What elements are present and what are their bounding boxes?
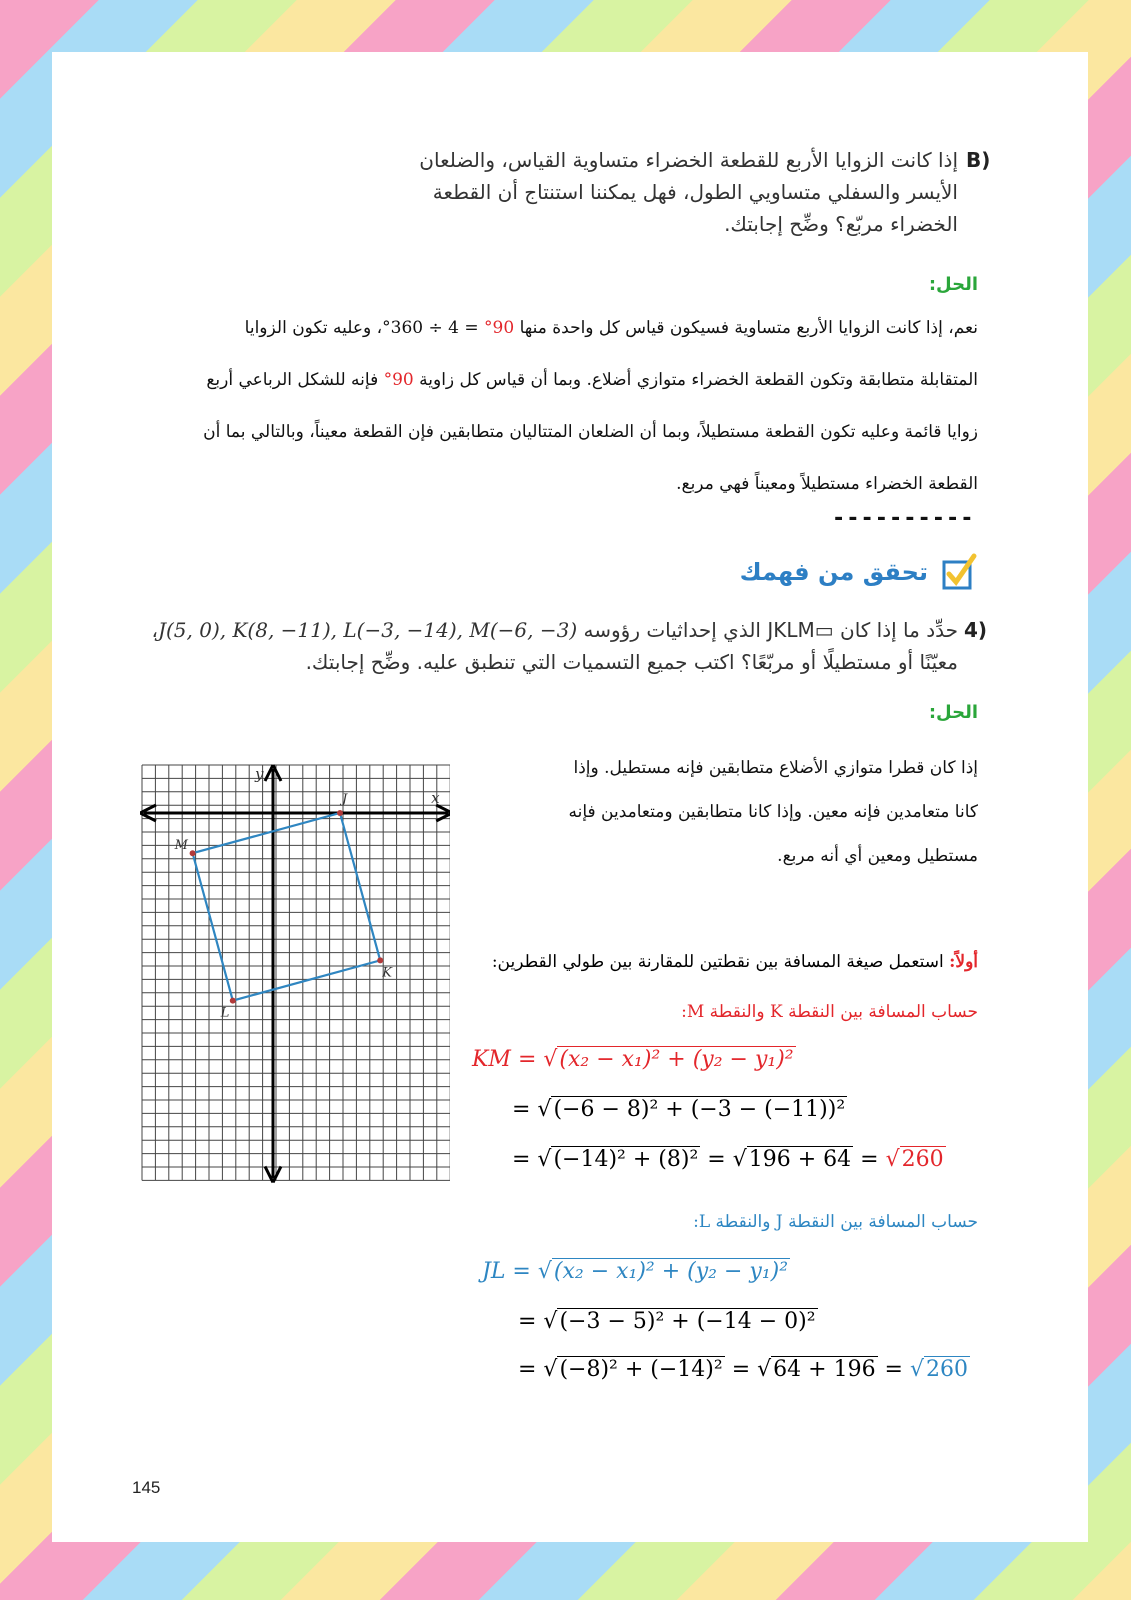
checkbox-check-icon xyxy=(940,552,980,592)
vertex-point-j xyxy=(337,810,343,816)
question-4-label: 4) xyxy=(964,618,988,642)
km-formula: (x₂ − x₁)² + (y₂ − y₁)² xyxy=(559,1047,794,1072)
km-result: 260 xyxy=(901,1147,944,1172)
page xyxy=(52,52,1088,1542)
graph-svg xyxy=(140,763,450,1189)
question-b-line: الأيسر والسفلي متساويي الطول، فهل يمكننا استنتاج أن القطعة xyxy=(432,180,958,204)
first-label: أولاً: xyxy=(949,952,978,972)
dashed-separator: ---------- xyxy=(832,506,975,531)
question-4-line-1: حدِّد ما إذا كان ▭JKLM الذي إحداثيات رؤوسه J(5, 0), K(8, −11), L(−3, −14), M(−6, −3)، xyxy=(151,618,958,642)
jl-step-2: = √(−8)² + (−14)² = √64 + 196 = √260 xyxy=(518,1357,969,1382)
y-axis-label: y xyxy=(255,765,264,783)
vertex-point-k xyxy=(377,957,383,963)
first-text: استعمل صيغة المسافة بين نقطتين للمقارنة بين طولي القطرين: xyxy=(491,952,944,972)
solution-b-line-1: نعم، إذا كانت الزوايا الأربع متساوية فسيكون قياس كل واحدة منها 90° = 4 ÷ 360°، وعليه تكون الزوايا xyxy=(244,318,978,338)
intro-line: مستطيل ومعين أي أنه مربع. xyxy=(777,846,978,866)
intro-line: كانا متعامدين فإنه معين. وإذا كانا متطابقين ومتعامدين فإنه xyxy=(568,802,978,822)
intro-line: إذا كان قطرا متوازي الأضلاع متطابقين فإنه مستطيل. وإذا xyxy=(573,758,978,778)
vertex-label-l: L xyxy=(220,1005,230,1021)
vertex-point-l xyxy=(230,998,236,1004)
angle-value: 90° xyxy=(383,370,414,390)
vertex-label-j: J xyxy=(342,792,348,807)
first-step xyxy=(418,952,978,972)
vertex-point-m xyxy=(190,850,196,856)
coordinate-graph xyxy=(140,763,450,1193)
km-heading: حساب المسافة بين النقطة K والنقطة M: xyxy=(681,1002,978,1022)
solution-b-line-2: المتقابلة متطابقة وتكون القطعة الخضراء متوازي أضلاع. وبما أن قياس كل زاوية 90° فإنه للشكل الرباعي أربع xyxy=(206,370,978,390)
vertex-coordinates: J(5, 0), K(8, −11), L(−3, −14), M(−6, −3) xyxy=(157,618,578,642)
question-b-line: الخضراء مربّع؟ وضِّح إجابتك. xyxy=(724,212,958,236)
solution-b-body xyxy=(128,302,978,510)
km-step-1: = √(−6 − 8)² + (−3 − (−11))² xyxy=(512,1097,846,1122)
km-step-2: = √(−14)² + (8)² = √196 + 64 = √260 xyxy=(512,1147,944,1172)
vertex-label-k: K xyxy=(382,965,392,981)
parallelogram-jklm xyxy=(193,813,381,1001)
vertex-label-m: M xyxy=(174,838,188,854)
jl-lhs: JL = xyxy=(482,1259,531,1284)
angle-value: 90° xyxy=(484,318,515,338)
question-4-line-2: معيّنًا أو مستطيلًا أو مربّعًا؟ اكتب جميع التسميات التي تنطبق عليه. وضِّح إجابتك. xyxy=(305,650,958,674)
page-number: 145 xyxy=(132,1478,161,1497)
solution-b-line-4: القطعة الخضراء مستطيلاً ومعيناً فهي مربع. xyxy=(676,474,978,494)
jl-formula: (x₂ − x₁)² + (y₂ − y₁)² xyxy=(553,1259,789,1284)
solution-4-intro xyxy=(458,746,978,878)
solution-label: الحل: xyxy=(928,274,978,295)
jl-step-1: = √(−3 − 5)² + (−14 − 0)² xyxy=(518,1309,816,1334)
check-section-title: تحقق من فهمك xyxy=(739,558,928,586)
question-b-label: B) xyxy=(966,148,991,172)
km-formula-line: KM = √(x₂ − x₁)² + (y₂ − y₁)² xyxy=(472,1047,794,1072)
question-b-text xyxy=(178,144,958,240)
jl-heading: حساب المسافة بين النقطة J والنقطة L: xyxy=(693,1212,978,1232)
x-axis-label: x xyxy=(431,789,440,807)
jl-result: 260 xyxy=(926,1357,969,1382)
km-lhs: KM = xyxy=(472,1047,537,1072)
question-4-text xyxy=(98,614,958,678)
jl-formula-line: JL = √(x₂ − x₁)² + (y₂ − y₁)² xyxy=(482,1259,789,1284)
solution-label-4: الحل: xyxy=(928,702,978,723)
solution-b-line-3: زوايا قائمة وعليه تكون القطعة مستطيلاً، وبما أن الضلعان المتتاليان متطابقين فإن القطعة معيناً، وبالتالي بما أن xyxy=(203,422,978,442)
question-b-line: إذا كانت الزوايا الأربع للقطعة الخضراء متساوية القياس، والضلعان xyxy=(419,148,958,172)
